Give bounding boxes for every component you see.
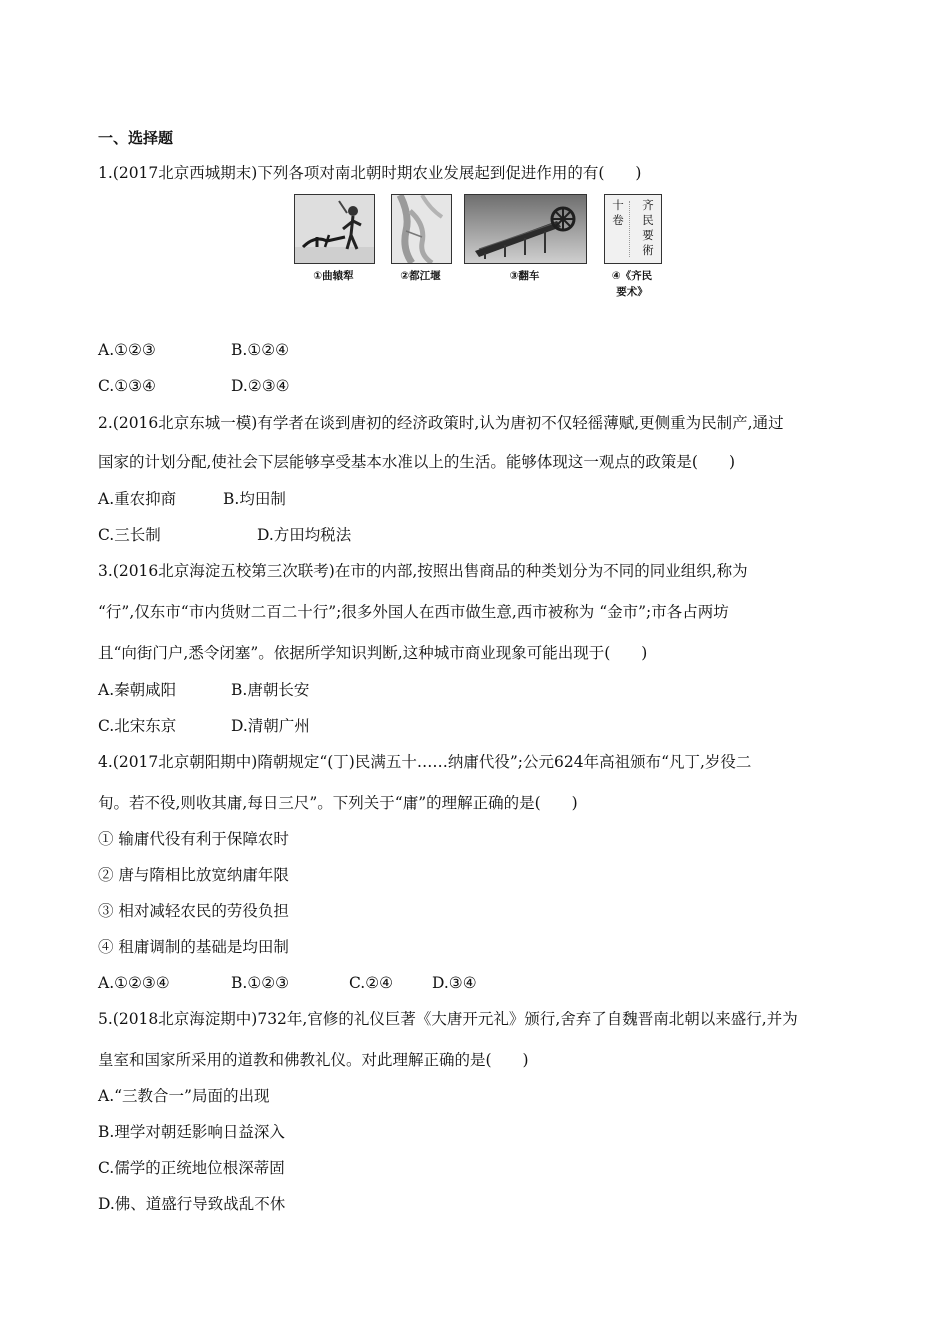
question-2-option-d: D.方田均税法 <box>257 526 352 544</box>
figure-caption-1: ①曲辕犁 <box>313 270 354 282</box>
question-5-option-c: C.儒学的正统地位根深蒂固 <box>98 1159 285 1177</box>
question-2-stem-line-1: 2.(2016北京东城一模)有学者在谈到唐初的经济政策时,认为唐初不仅轻徭薄赋,更侧重为民制产,通过 <box>98 414 784 432</box>
book-title-char: 民 <box>642 213 654 227</box>
question-3-option-a: A.秦朝咸阳 <box>98 681 177 699</box>
question-4-statement-2: ② 唐与隋相比放宽纳庸年限 <box>98 866 289 884</box>
question-2-stem-line-2: 国家的计划分配,使社会下层能够享受基本水准以上的生活。能够体现这一观点的政策是( ) <box>98 453 736 471</box>
book-title-char: 術 <box>642 243 654 257</box>
question-4-stem-line-2: 旬。若不役,则收其庸,每日三尺”。下列关于“庸”的理解正确的是( ) <box>98 794 578 812</box>
question-2-option-b: B.均田制 <box>223 490 286 508</box>
question-3-option-b: B.唐朝长安 <box>231 681 310 699</box>
figure-caption-3: ③翻车 <box>509 270 540 282</box>
figure-caption-2: ②都江堰 <box>400 270 441 282</box>
book-volume-char: 十 <box>612 198 624 212</box>
question-3-stem-line-1: 3.(2016北京海淀五校第三次联考)在市的内部,按照出售商品的种类划分为不同的同业组织,称为 <box>98 562 748 580</box>
question-4-option-a: A.①②③④ <box>98 974 170 992</box>
question-5-stem-line-1: 5.(2018北京海淀期中)732年,官修的礼仪巨著《大唐开元礼》颁行,舍弃了自魏晋南北朝以来盛行,并为 <box>98 1010 798 1028</box>
figure-caption-4: ④《齐民 <box>611 270 653 282</box>
question-4-option-c: C.②④ <box>349 974 394 992</box>
question-5-option-b: B.理学对朝廷影响日益深入 <box>98 1123 285 1141</box>
question-5-option-a: A.“三教合一”局面的出现 <box>98 1087 270 1105</box>
question-4-statement-1: ① 输庸代役有利于保障农时 <box>98 830 289 848</box>
question-1-option-b: B.①②④ <box>231 341 290 359</box>
question-3-stem-line-3: 且“向街门户,悉令闭塞”。依据所学知识判断,这种城市商业现象可能出现于( ) <box>98 644 648 662</box>
qimin-yaoshu-book-image <box>604 194 662 264</box>
question-4-stem-line-1: 4.(2017北京朝阳期中)隋朝规定“(丁)民满五十……纳庸代役”;公元624年高祖颁布“凡丁,岁役二 <box>98 753 752 771</box>
question-2-option-c: C.三长制 <box>98 526 161 544</box>
question-1-figures <box>292 194 662 306</box>
question-3-option-c: C.北宋东京 <box>98 717 177 735</box>
question-4-statement-3: ③ 相对减轻农民的劳役负担 <box>98 902 289 920</box>
figure-caption-4b: 要术》 <box>616 286 648 298</box>
chain-pump-image <box>464 194 587 264</box>
book-title-char: 齐 <box>642 198 654 212</box>
question-5-stem-line-2: 皇室和国家所采用的道教和佛教礼仪。对此理解正确的是( ) <box>98 1051 529 1069</box>
question-4-statement-4: ④ 租庸调制的基础是均田制 <box>98 938 289 956</box>
curved-plough-image <box>294 194 375 264</box>
book-title-char: 要 <box>642 228 654 242</box>
section-title: 一、选择题 <box>98 129 174 147</box>
question-1-stem: 1.(2017北京西城期末)下列各项对南北朝时期农业发展起到促进作用的有( ) <box>98 164 642 182</box>
dujiangyan-map-image <box>391 194 452 264</box>
question-1-option-a: A.①②③ <box>98 341 156 359</box>
question-1-option-c: C.①③④ <box>98 377 156 395</box>
question-4-option-d: D.③④ <box>432 974 477 992</box>
question-1-option-d: D.②③④ <box>231 377 290 395</box>
question-5-option-d: D.佛、道盛行导致战乱不休 <box>98 1195 286 1213</box>
book-volume-char: 卷 <box>612 213 624 227</box>
question-2-option-a: A.重农抑商 <box>98 490 177 508</box>
question-3-stem-line-2: “行”,仅东市“市内货财二百二十行”;很多外国人在西市做生意,西市被称为 “金市”;市各占两坊 <box>98 603 729 621</box>
question-4-option-b: B.①②③ <box>231 974 290 992</box>
question-3-option-d: D.清朝广州 <box>231 717 310 735</box>
